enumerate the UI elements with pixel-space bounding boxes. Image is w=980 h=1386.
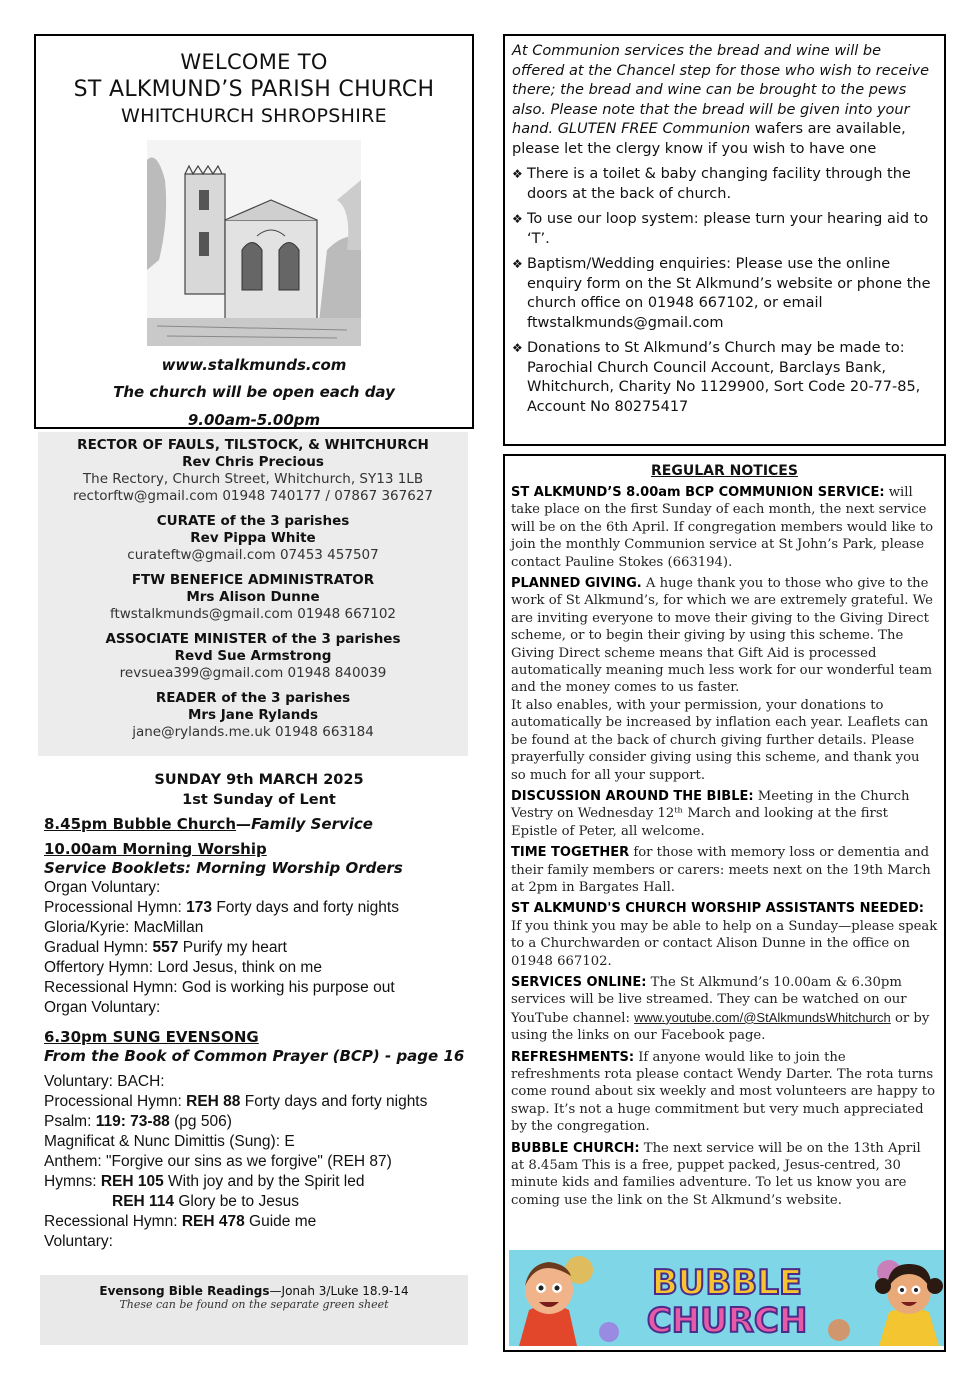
service-line: Organ Voluntary: [44,879,161,896]
service-line: Anthem: "Forgive our sins as we forgive" (REH 87) [44,1153,392,1170]
contact-reader [38,690,468,741]
service-line: Gradual Hymn: 557 Purify my heart [44,939,287,956]
diamond-bullet-icon: ❖ [512,212,523,226]
service-line: Processional Hymn: REH 88 Forty days and forty nights [44,1093,428,1110]
service-line: Voluntary: [44,1233,113,1250]
info-item-donations: ❖ Donations to St Alkmund’s Church may be made to: Parochial Church Council Account, Barclays Bank, Whitchurch, Charity No 1129900, Sort Code 20-77-85, Account No 80275417 [512,340,921,415]
service-line: REH 114 Glory be to Jesus [112,1193,299,1210]
contact-role: READER of the 3 parishes [155,690,351,706]
evensong-list [44,1072,474,1252]
welcome-box [34,34,474,429]
diamond-bullet-icon: ❖ [512,257,523,271]
service-line: Offertory Hymn: Lord Jesus, think on me [44,959,322,976]
info-item-baptism-wedding: ❖ Baptism/Wedding enquiries: Please use the online enquiry form on the St Alkmund’s website or phone the church office on 01948 667102, or email ftwstalkmunds@gmail.com [512,256,931,331]
banner-text-church: CHURCH [646,1301,808,1341]
morning-worship-list [44,878,474,1018]
contact-role: ASSOCIATE MINISTER of the 3 parishes [105,631,401,647]
bubble-church-heading [44,814,474,834]
notice-planned-giving: PLANNED GIVING. A huge thank you to those who give to the work of St Alkmund’s, for which we are extremely grateful. We are inviting everyone to move their giving to the Giving Direct scheme, or to begin their giving by using this scheme. The Giving Direct scheme means that Gift Aid is processed automatically meaning much less work for our wonderful team and the money comes to us faster. [511,576,933,696]
contact-details: jane@rylands.me.uk 01948 663184 [132,724,374,740]
morning-worship-booklet: Service Booklets: Morning Worship Orders [44,859,403,877]
bible-readings-note: These can be found on the separate green sheet [119,1298,389,1311]
bible-readings-box [40,1275,468,1345]
evensong-book: From the Book of Common Prayer (BCP) - page 16 [44,1047,465,1065]
communion-info-box [503,34,946,446]
morning-worship-title: 10.00am Morning Worship [44,840,267,858]
notice-worship-assistants: ST ALKMUND'S CHURCH WORSHIP ASSISTANTS NEEDED: If you think you may be able to help on a Sunday—please speak to a Churchwarden or contact Alison Dunne in the office on 01948 667102. [511,901,938,969]
notice-bubble-church: BUBBLE CHURCH: The next service will be on the 13th April at 8.45am This is a free, puppet packed, Jesus-centred, 30 minute kids and families adventure. To let us know you are coming use the link on the St Alkmund’s website. [511,1140,921,1208]
service-line: Recessional Hymn: REH 478 Guide me [44,1213,317,1230]
contact-role: FTW BENEFICE ADMINISTRATOR [131,572,375,588]
contact-details: revsuea399@gmail.com 01948 840039 [119,665,387,681]
contact-details: rectorftw@gmail.com 01948 740177 / 07867 367627 [72,488,434,504]
contact-role: CURATE of the 3 parishes [156,513,350,529]
diamond-bullet-icon: ❖ [512,341,523,355]
communion-intro: At Communion services the bread and wine will be offered at the Chancel step for those who wish to receive there; the bread and wine can be brought to the pews also. Please note that the bread will be given into your hand. GLUTEN FREE Communion wafers are available, please let the clergy know if you wish to have one [512,43,930,157]
diamond-bullet-icon: ❖ [512,167,523,181]
contact-curate [38,513,468,564]
notice-planned-giving-cont: It also enables, with your permission, your donations to automatically be increased by inflation each year. Leaflets can be found at the back of church giving further details. Please prayerfully consider giving using this scheme, and thank you so much for all your support. [511,697,929,783]
church-website: www.stalkmunds.com [161,356,347,374]
contact-name: Rev Pippa White [190,530,316,546]
welcome-church-name: ST ALKMUND’S PARISH CHURCH [73,77,435,102]
contact-associate-minister [38,631,468,682]
notice-time-together: TIME TOGETHER for those with memory loss or dementia and their family members or carers: meets next on the 19th March at 2pm in Bargates Hall. [511,845,931,895]
welcome-line1: WELCOME TO [180,50,328,74]
contact-details: curateftw@gmail.com 07453 457507 [127,547,379,563]
liturgical-day: 1st Sunday of Lent [182,792,336,808]
service-date: SUNDAY 9th MARCH 2025 [154,772,364,788]
service-order [44,770,474,1252]
evensong-heading [44,1027,474,1047]
contact-address: The Rectory, Church Street, Whitchurch, SY13 1LB [82,471,424,487]
info-item-loop-system: ❖ To use our loop system: please turn your hearing aid to ‘T’. [512,211,929,247]
service-line: Psalm: 119: 73-88 (pg 506) [44,1113,232,1130]
service-line: Organ Voluntary: [44,999,161,1016]
opening-hours-line1: The church will be open each day [113,383,395,401]
banner-text-bubble: BUBBLE [651,1263,803,1303]
contact-administrator [38,572,468,623]
bubble-church-desc: —Family Service [236,815,373,833]
church-sketch-image [147,140,361,346]
notice-bible-discussion: DISCUSSION AROUND THE BIBLE: Meeting in the Church Vestry on Wednesday 12ᵗʰ March and looking at the first Epistle of Peter, all welcome. [511,788,910,839]
bubble-church-banner [509,1250,944,1346]
contacts-panel [38,432,468,756]
notice-refreshments: REFRESHMENTS: If anyone would like to join the refreshments rota please contact Wendy Darter. The rota turns come round about six weekly and most volunteers are happy to swap. It’s not a huge commitment but very much appreciated by the congregation. [511,1049,936,1135]
evensong-title: 6.30pm SUNG EVENSONG [44,1028,259,1046]
contact-name: Mrs Alison Dunne [186,589,320,605]
regular-notices-box [503,454,946,1352]
notice-services-online: SERVICES ONLINE: The St Alkmund’s 10.00am & 6.30pm services will be live streamed. They can be watched on our YouTube channel: www.youtube.com/@StAlkmundsWhitchurch or by using the links on our Facebook page. [511,974,930,1044]
contact-rector [38,437,468,505]
service-line: Voluntary: BACH: [44,1073,165,1090]
morning-worship-heading [44,839,474,859]
notices-title: REGULAR NOTICES [651,463,798,479]
service-line: Processional Hymn: 173 Forty days and forty nights [44,899,399,916]
contact-name: Mrs Jane Rylands [187,707,319,723]
service-line: Magnificat & Nunc Dimittis (Sung): E [44,1133,295,1150]
contact-name: Revd Sue Armstrong [174,648,332,664]
welcome-location: WHITCHURCH SHROPSHIRE [121,105,387,127]
bible-readings-title: Evensong Bible Readings—Jonah 3/Luke 18.9-14 [99,1284,409,1298]
notice-bcp-communion: ST ALKMUND’S 8.00am BCP COMMUNION SERVICE: will take place on the first Sunday of each month, the next service will be on the 6th April. If congregation members would like to join the monthly Communion service at St John’s Park, please contact Pauline Stokes (663194). [511,485,934,570]
info-item-toilet: ❖ There is a toilet & baby changing facility through the doors at the back of church. [512,166,911,202]
service-line: Recessional Hymn: God is working his purpose out [44,979,395,996]
youtube-channel-link[interactable]: www.youtube.com/@StAlkmundsWhitchurch [634,1009,891,1025]
contact-role: RECTOR OF FAULS, TILSTOCK, & WHITCHURCH [77,437,429,453]
opening-hours-line2: 9.00am-5.00pm [187,411,321,429]
service-line: Gloria/Kyrie: MacMillan [44,919,204,936]
contact-name: Rev Chris Precious [182,454,324,470]
contact-details: ftwstalkmunds@gmail.com 01948 667102 [109,606,397,622]
service-line: Hymns: REH 105 With joy and by the Spirit led [44,1173,365,1190]
bubble-church-time: 8.45pm Bubble Church [44,815,237,833]
